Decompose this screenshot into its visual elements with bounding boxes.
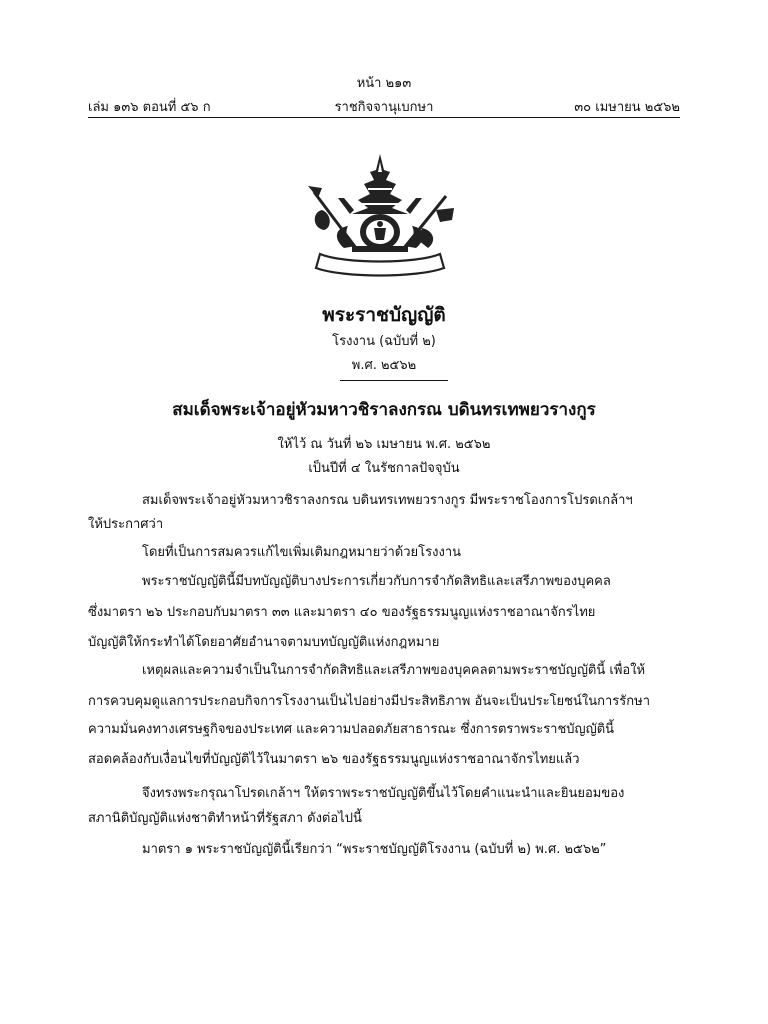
king-name: สมเด็จพระเจ้าอยู่หัวมหาวชิราลงกรณ บดินทรเทพยวรางกูร [172,400,596,420]
act-year: พ.ศ. ๒๕๖๒ [351,358,417,373]
paragraph-line: พระราชบัญญัตินี้มีบทบัญญัติบางประการเกี่ยวกับการจำกัดสิทธิและเสรีภาพของบุคคล [142,574,611,589]
paragraph-line: ซึ่งมาตรา ๒๖ ประกอบกับมาตรา ๓๓ และมาตรา ๔๐ ของรัฐธรรมนูญแห่งราชอาณาจักรไทย [88,605,596,620]
paragraph-line: สมเด็จพระเจ้าอยู่หัวมหาวชิราลงกรณ บดินทรเทพยวรางกูร มีพระราชโองการโปรดเกล้าฯ [142,493,633,508]
garuda-emblem-icon [304,148,456,278]
reign-year: เป็นปีที่ ๔ ในรัชกาลปัจจุบัน [308,461,460,476]
paragraph-line: เหตุผลและความจำเป็นในการจำกัดสิทธิและเสรีภาพของบุคคลตามพระราชบัญญัตินี้ เพื่อให้ [142,663,646,678]
paragraph-line: โดยที่เป็นการสมควรแก้ไขเพิ่มเติมกฎหมายว่าด้วยโรงงาน [142,545,462,560]
section-one: มาตรา ๑ พระราชบัญญัตินี้เรียกว่า “พระราชบัญญัติโรงงาน (ฉบับที่ ๒) พ.ศ. ๒๕๖๒” [142,842,607,857]
publication-date: ๓๐ เมษายน ๒๕๖๒ [574,100,680,115]
act-title: พระราชบัญญัติ [322,304,446,326]
paragraph-line: สอดคล้องกับเงื่อนไขที่บัญญัติไว้ในมาตรา ๒๖ ของรัฐธรรมนูญแห่งราชอาณาจักรไทยแล้ว [88,752,580,767]
paragraph-line: จึงทรงพระกรุณาโปรดเกล้าฯ ให้ตราพระราชบัญญัติขึ้นไว้โดยคำแนะนำและยินยอมของ [142,786,625,801]
header-divider [88,117,680,118]
paragraph-line: ให้ประกาศว่า [88,517,164,532]
paragraph-line: การควบคุมดูแลการประกอบกิจการโรงงานเป็นไปอย่างมีประสิทธิภาพ อันจะเป็นประโยชน์ในการรักษา [88,694,650,709]
page-number: หน้า ๒๑๓ [356,76,412,91]
given-date: ให้ไว้ ณ วันที่ ๒๖ เมษายน พ.ศ. ๒๕๖๒ [277,437,491,452]
paragraph-line: ความมั่นคงทางเศรษฐกิจของประเทศ และความปลอดภัยสาธารณะ ซึ่งการตราพระราชบัญญัตินี้ [88,722,615,737]
paragraph-line: บัญญัติให้กระทำได้โดยอาศัยอำนาจตามบทบัญญัติแห่งกฎหมาย [88,635,440,650]
gazette-header [88,96,680,116]
act-subtitle: โรงงาน (ฉบับที่ ๒) [332,334,436,349]
paragraph-line: สภานิติบัญญัติแห่งชาติทำหน้าที่รัฐสภา ดังต่อไปนี้ [88,811,362,826]
issue-number: เล่ม ๑๓๖ ตอนที่ ๕๖ ก [88,100,211,115]
title-divider [340,380,448,381]
gazette-name: ราชกิจจานุเบกษา [334,100,434,115]
